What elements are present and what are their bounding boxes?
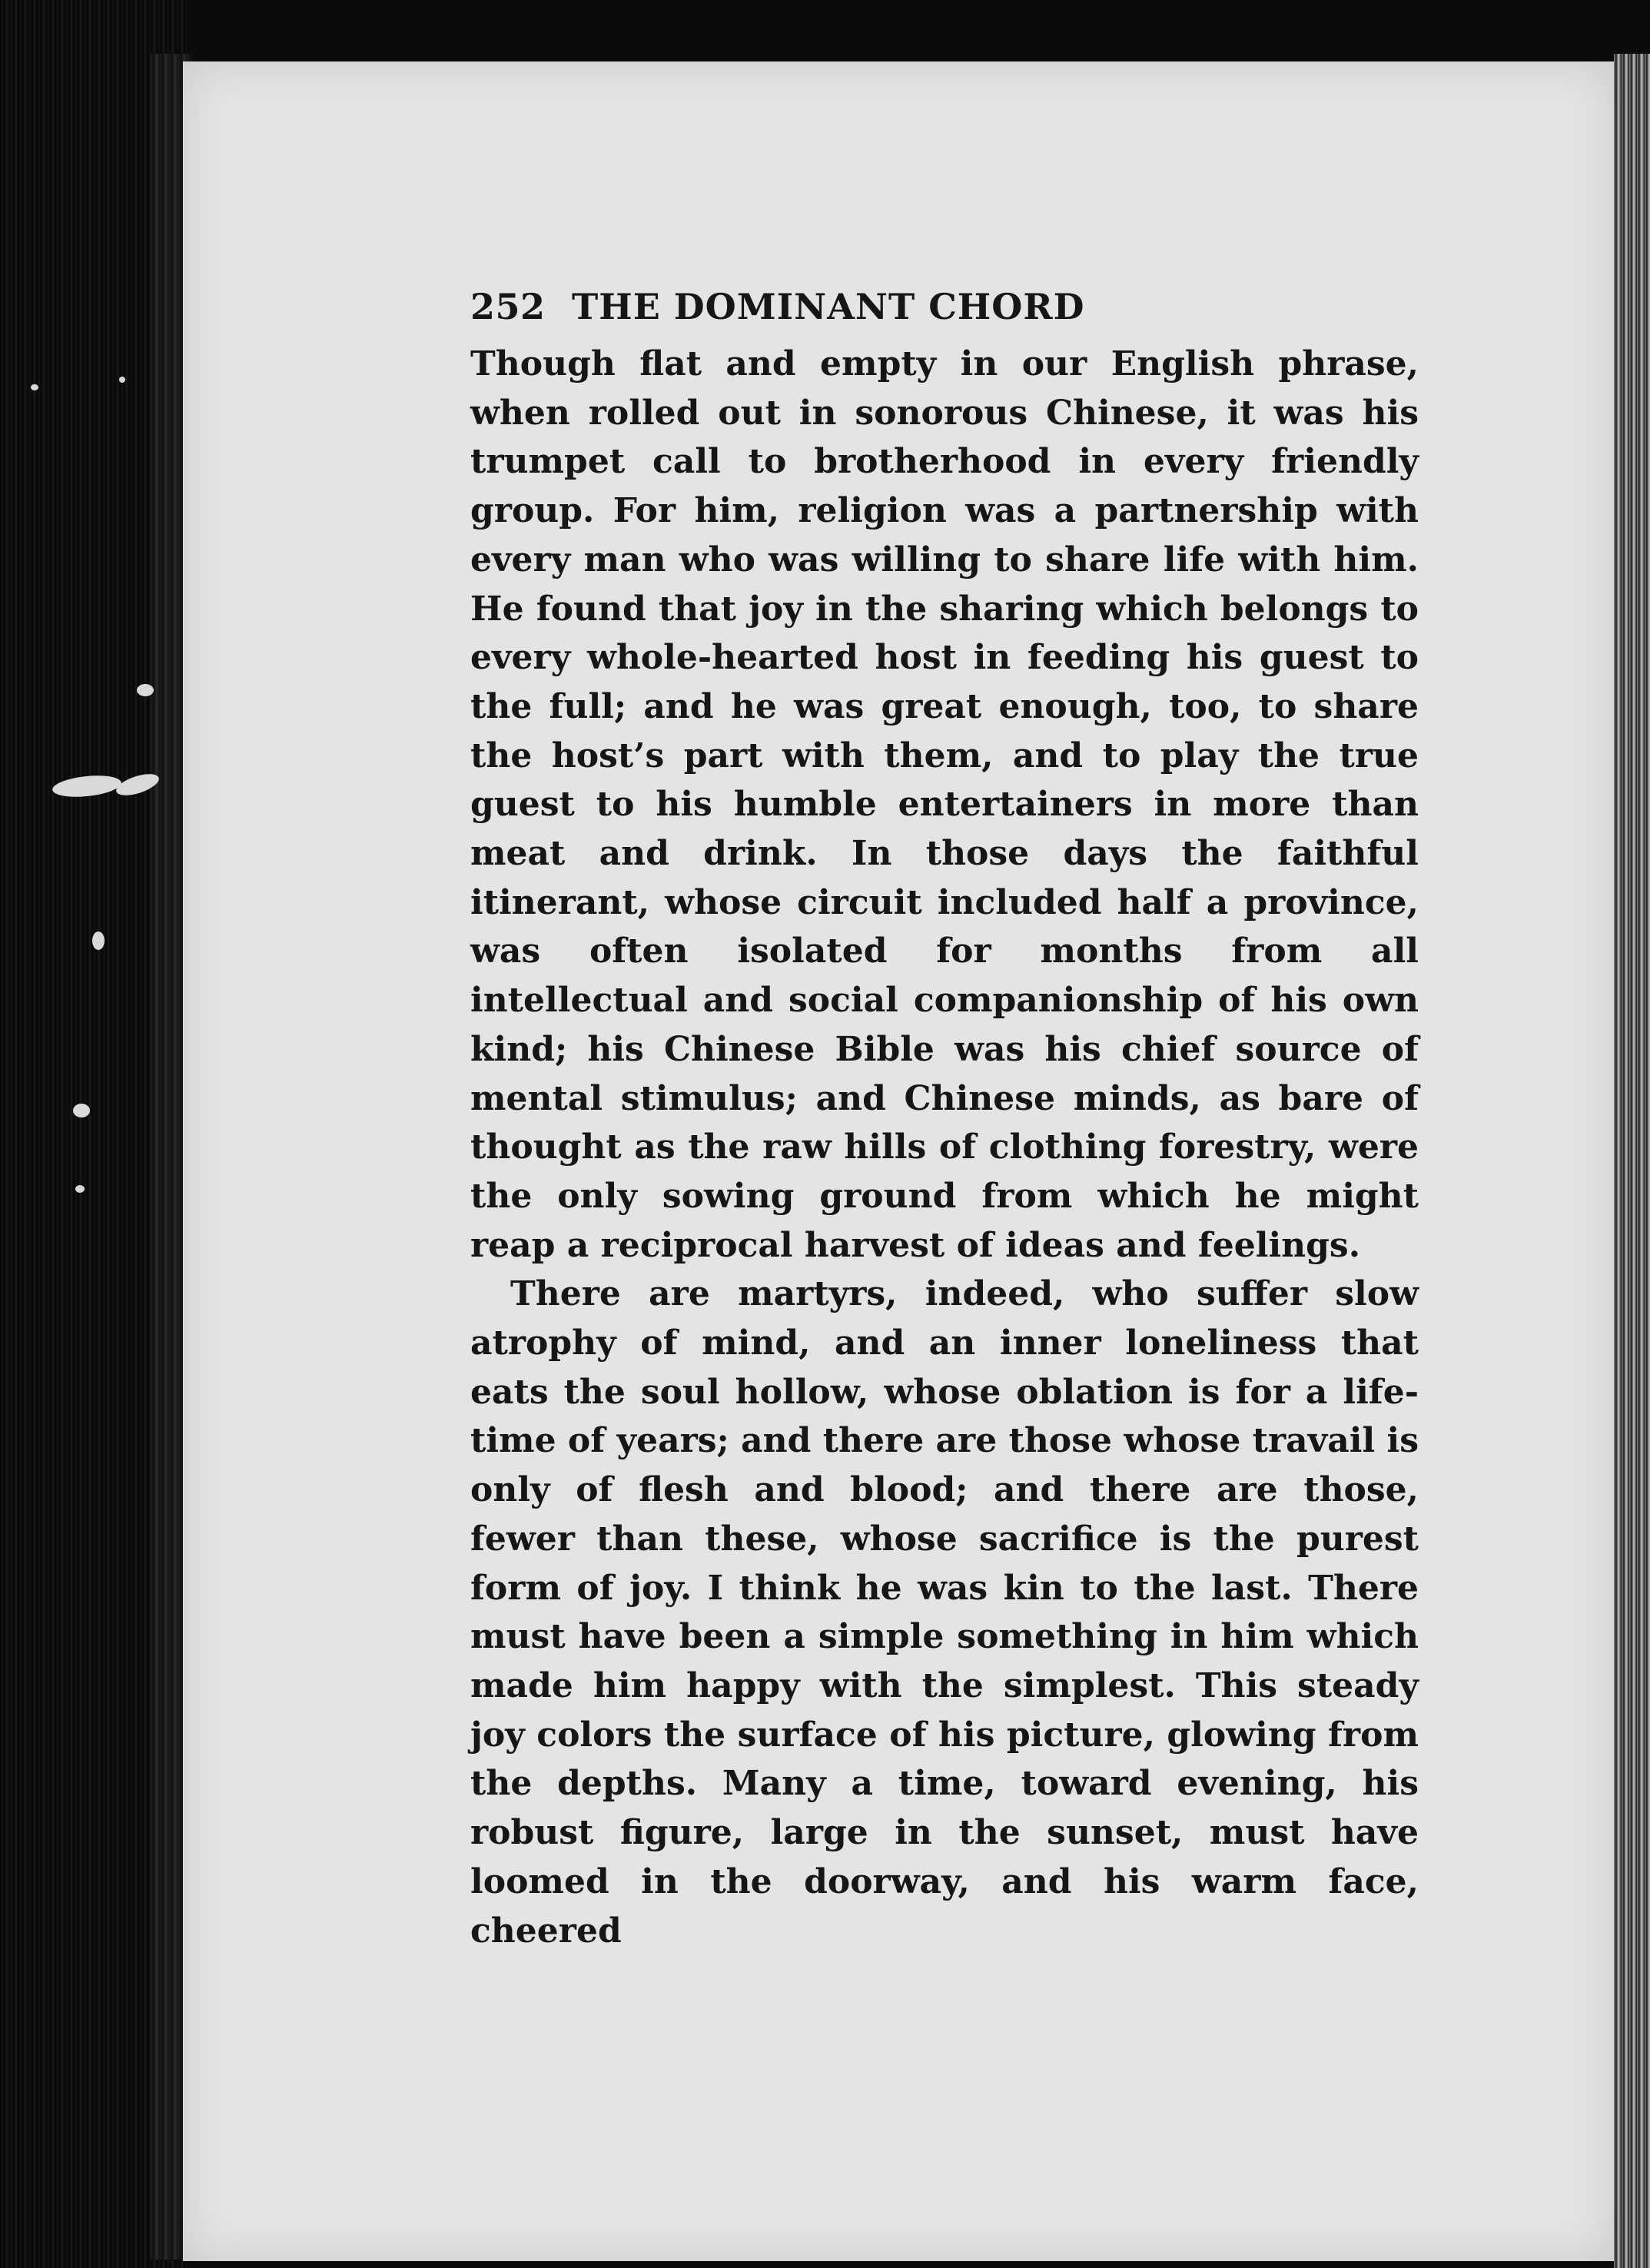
scan-speck — [137, 684, 154, 696]
scan-speck — [119, 377, 125, 383]
running-head — [470, 286, 1419, 340]
scan-speck — [92, 931, 105, 950]
scan-speck — [75, 1185, 85, 1193]
scan-speck — [73, 1104, 90, 1117]
paragraph: Though flat and empty in our English phrase, when rolled out in sonorous Chinese, it was his trumpet call to brotherhood in every friendly group. For him, religion was a partnership with every man who was willing to share life with him. He found that joy in the sharing which belongs to every whole-hearted host in feeding his guest to the full; and he was great enough, too, to share the host’s part with them, and to play the true guest to his humble entertainers in more than meat and drink. In those days the faithful itinerant, whose circuit included half a province, was often isolated for months from all intellectual and social companionship of his own kind; his Chinese Bible was his chief source of mental stimulus; and Chinese minds, as bare of thought as the raw hills of clothing forestry, were the only sowing ground from which he might reap a reciprocal harvest of ideas and feelings. — [470, 344, 1419, 1265]
book-title: THE DOMINANT CHORD — [572, 286, 1085, 327]
page-number: 252 — [470, 286, 546, 327]
page-edge-right — [1614, 54, 1650, 2268]
scan-speck — [31, 384, 38, 390]
paragraph: There are martyrs, indeed, who suffer slow atrophy of mind, and an inner loneliness that eats the soul hollow, whose oblation is for a life-time of years; and there are those whose travail is only of flesh and blood; and there are those, fewer than these, whose sacrifice is the purest form of joy. I think he was kin to the last. There must have been a simple something in him which made him happy with the simplest. This steady joy colors the surface of his picture, glowing from the depths. Many a time, toward evening, his robust figure, large in the sunset, must have loomed in the doorway, and his warm face, cheered — [470, 1274, 1419, 1951]
page-text — [470, 286, 1419, 1955]
